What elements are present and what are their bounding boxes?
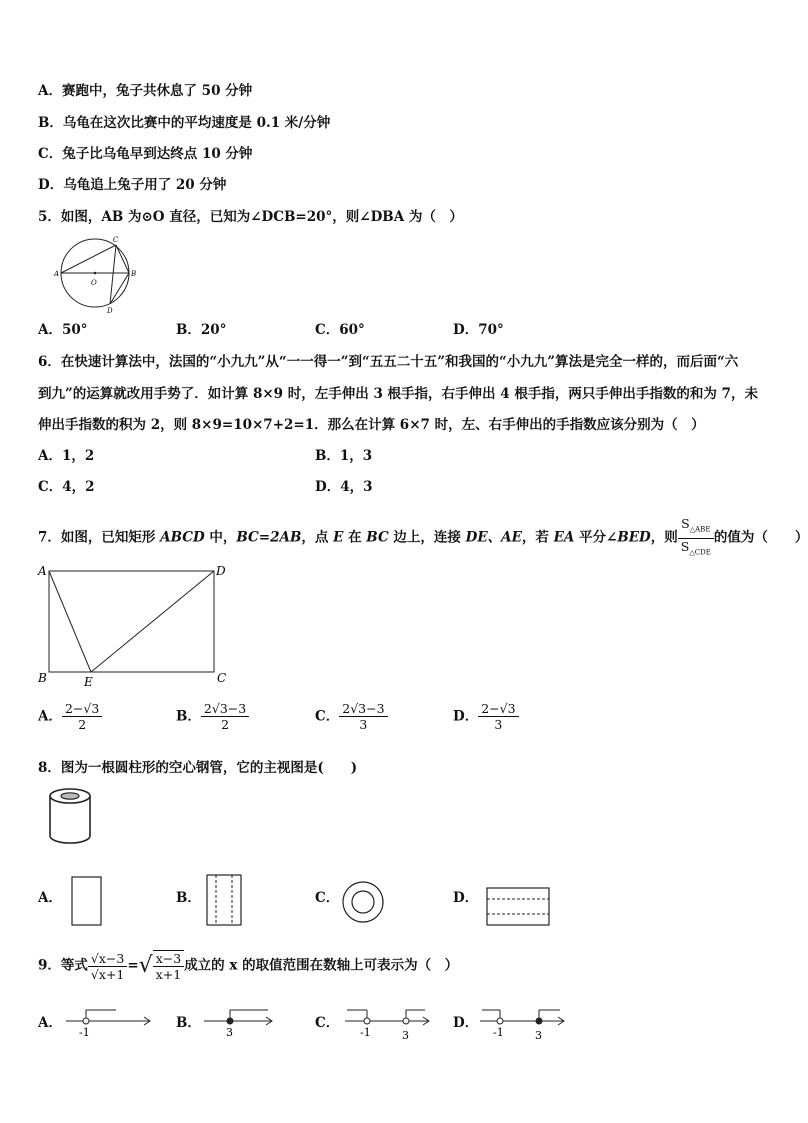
q6-option-a: A．1，2 xyxy=(38,448,95,464)
q8-option-b-rect-dashed-vertical xyxy=(203,872,245,928)
q8-hollow-pipe-figure xyxy=(44,786,96,848)
q5-option-c: C．60° xyxy=(315,322,365,338)
q7-area-ratio: $\frac{S_{\triangle ABE}}{S_{\triangle CDE}}$ xyxy=(678,516,714,560)
q5-option-d: D．70° xyxy=(453,322,504,338)
q5-option-b: B．20° xyxy=(176,322,227,338)
q9-option-c-number-line xyxy=(343,1003,435,1043)
q8-option-b: B． xyxy=(176,890,201,906)
q6-stem-line2: 到九”的运算就改用手势了．如计算 8×9 时，左手伸出 3 根手指，右手伸出 4 根手指，两只手伸出手指数的和为 7，未 xyxy=(38,386,758,402)
q7-option-c: C． $\frac{2√3-3}{3}$ xyxy=(315,701,388,732)
q8-option-d-rect-dashed-horizontal xyxy=(483,878,553,928)
q9-option-a-number-line xyxy=(64,1003,156,1043)
q9-option-b-tick: 3 xyxy=(226,1026,233,1039)
q7-option-d: D． $\frac{2-√3}{3}$ xyxy=(453,701,519,732)
q5-label-d: D xyxy=(107,307,113,315)
q9-option-a: A． xyxy=(38,1015,62,1031)
q7-rectangle-figure xyxy=(34,562,234,687)
q8-option-a: A． xyxy=(38,890,62,906)
q4-option-c: C．兔子比乌龟早到达终点 10 分钟 xyxy=(38,146,253,162)
q7-label-c: C xyxy=(217,671,227,685)
q9-option-d-tick-1: -1 xyxy=(493,1026,504,1039)
q4-option-a: A．赛跑中，兔子共休息了 50 分钟 xyxy=(38,83,253,99)
q8-option-c-ring xyxy=(340,879,386,925)
q7-stem: 7．如图，已知矩形 ABCD 中，BC=2AB，点 E 在 BC 边上，连接 DE、AE，若 EA 平分∠BED，则 $\frac{S_{\triangle ABE}}{S_{\triangle CDE}}$ 的值为（ ） xyxy=(38,516,808,560)
q5-label-a: A xyxy=(54,270,60,278)
q5-label-b: B xyxy=(131,270,137,278)
q9-stem: 9．等式 $\frac{√x-3}{√x+1}$ =√ $\frac{x-3}{x+1}$ 成立的 x 的取值范围在数轴上可表示为（ ） xyxy=(38,950,459,982)
q7-label-e: E xyxy=(84,675,93,689)
q8-option-a-rectangle xyxy=(66,874,106,928)
q7-option-a: A． $\frac{2-√3}{2}$ xyxy=(38,701,102,732)
q9-option-a-tick: -1 xyxy=(79,1026,90,1039)
q9-lhs-fraction: $\frac{√x-3}{√x+1}$ xyxy=(88,951,127,982)
q6-option-b: B．1，3 xyxy=(315,448,373,464)
q9-rhs-fraction: $\frac{x-3}{x+1}$ xyxy=(153,950,184,982)
q6-option-d: D．4，3 xyxy=(315,479,373,495)
q7-label-d: D xyxy=(216,564,226,578)
q6-stem-line3: 伸出手指数的积为 2，则 8×9=10×7+2=1．那么在计算 6×7 时，左、右手伸出的手指数应该分别为（ ） xyxy=(38,417,705,433)
q7-option-b: B． $\frac{2√3-3}{2}$ xyxy=(176,701,249,732)
q9-option-d-tick-2: 3 xyxy=(535,1029,542,1042)
q8-stem: 8．图为一根圆柱形的空心钢管，它的主视图是( ) xyxy=(38,760,358,776)
q5-label-c: C xyxy=(113,236,119,244)
q9-option-c-tick-2: 3 xyxy=(402,1029,409,1042)
q7-label-a: A xyxy=(38,564,47,578)
q9-option-d-number-line xyxy=(478,1003,570,1043)
q5-option-a: A．50° xyxy=(38,322,88,338)
q9-option-c-tick-1: -1 xyxy=(360,1026,371,1039)
q4-option-b: B．乌龟在这次比赛中的平均速度是 0.1 米/分钟 xyxy=(38,115,331,131)
q9-option-d: D． xyxy=(453,1015,479,1031)
q7-label-b: B xyxy=(38,671,47,685)
q9-option-b-number-line xyxy=(202,1003,278,1043)
q6-option-c: C．4，2 xyxy=(38,479,95,495)
q5-label-o: O xyxy=(91,279,97,287)
q5-circle-figure xyxy=(50,236,140,316)
q9-option-b: B． xyxy=(176,1015,201,1031)
q9-option-c: C． xyxy=(315,1015,340,1031)
q4-option-d: D．乌龟追上兔子用了 20 分钟 xyxy=(38,177,227,193)
q8-option-c: C． xyxy=(315,890,340,906)
q8-option-d: D． xyxy=(453,890,479,906)
q6-stem-line1: 6．在快速计算法中，法国的“小九九”从“一一得一”到“五五二十五”和我国的“小九九”算法是完全一样的，而后面“六 xyxy=(38,354,739,370)
q5-stem: 5．如图，AB 为⊙O 直径，已知为∠DCB=20°，则∠DBA 为（ ） xyxy=(38,209,463,225)
